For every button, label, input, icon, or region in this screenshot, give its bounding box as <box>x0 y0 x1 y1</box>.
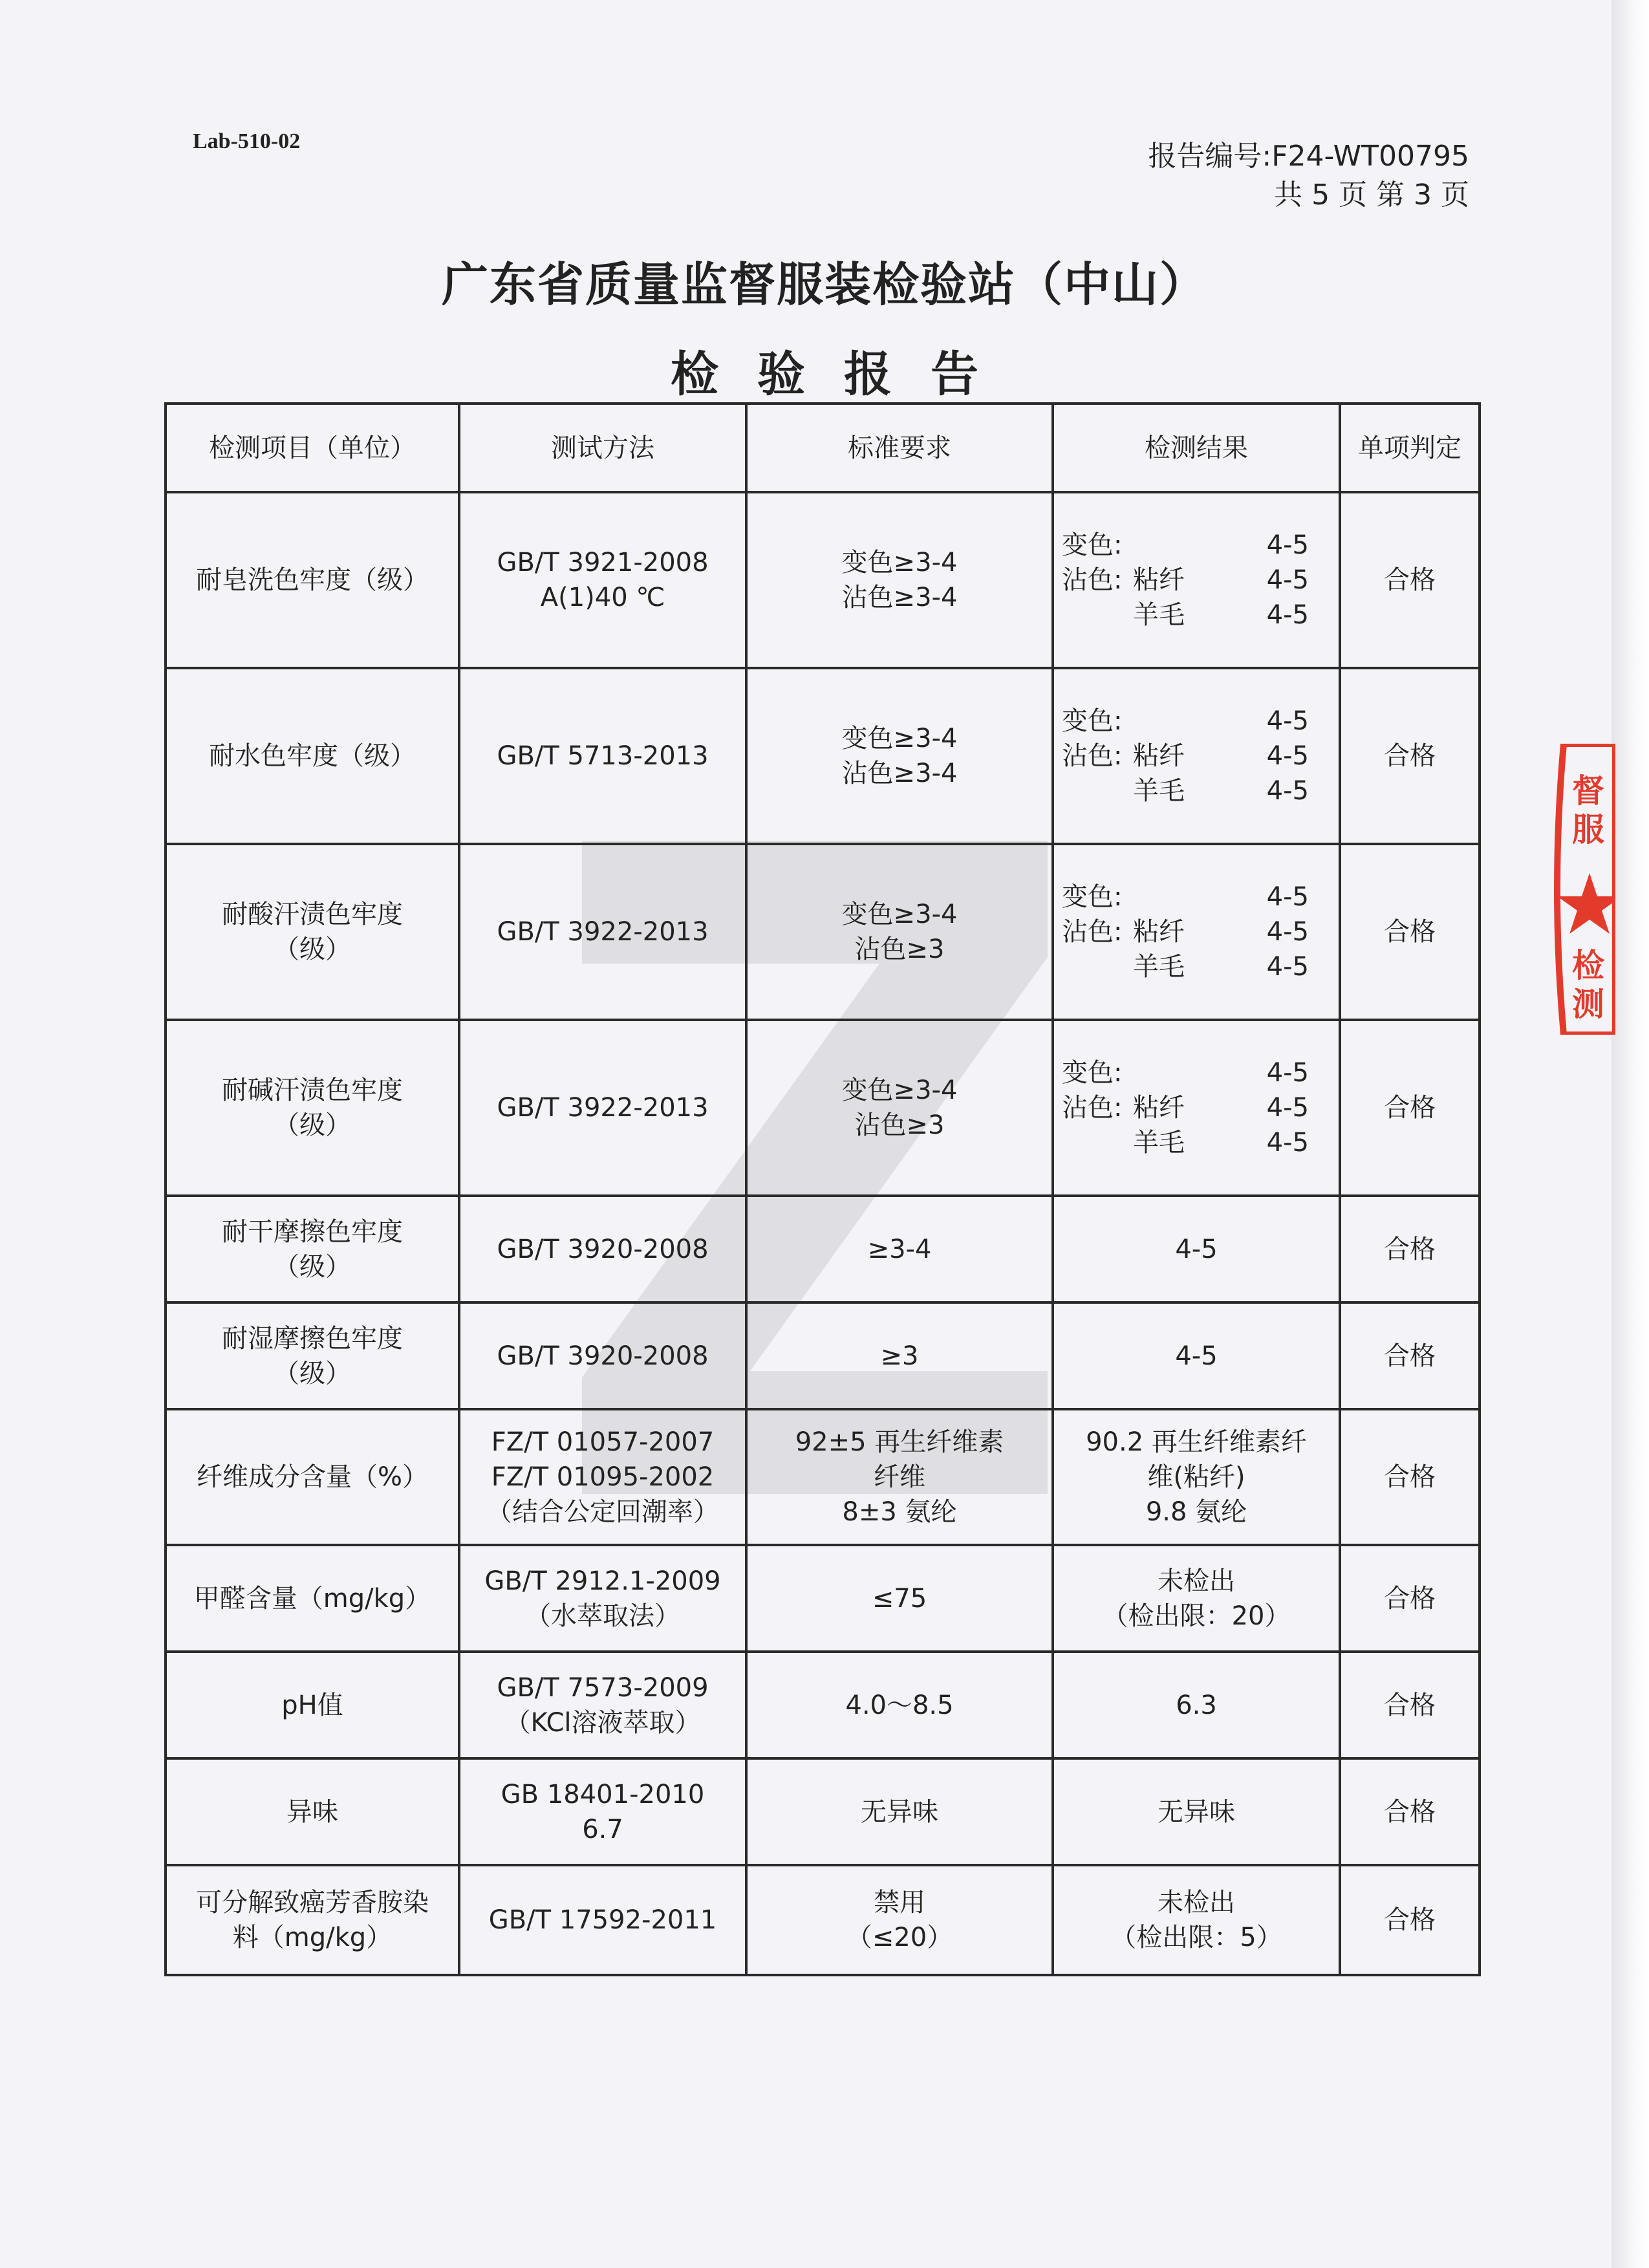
cell-method <box>459 1302 746 1409</box>
organization-title: 广东省质量监督服装检验站（中山） <box>441 257 1207 312</box>
item-line: 耐水色牢度（级） <box>209 741 416 771</box>
item-line: 耐皂洗色牢度（级） <box>196 565 429 595</box>
requirement-line: 变色≥3-4 <box>841 900 958 929</box>
cell-method <box>459 1758 746 1865</box>
requirement-line: 4.0～8.5 <box>845 1690 954 1720</box>
result-label <box>1062 1125 1133 1160</box>
cell-result <box>1053 1196 1340 1302</box>
item-line: 料（mg/kg） <box>232 1923 393 1952</box>
cell-result <box>1053 844 1340 1020</box>
result-line: （检出限：5） <box>1110 1923 1282 1952</box>
result-grade: 4-5 <box>1266 741 1309 771</box>
method-line: GB/T 2912.1-2009 <box>484 1566 721 1596</box>
cell-item <box>166 1302 459 1409</box>
result-label: 变色: <box>1062 882 1123 912</box>
result-label: 变色: <box>1062 530 1123 560</box>
col-header-result: 检测结果 <box>1053 404 1340 492</box>
cell-item <box>166 668 459 844</box>
cell-item <box>166 1020 459 1196</box>
table-row <box>166 668 1480 844</box>
cell-verdict: 合格 <box>1340 1758 1480 1865</box>
col-header-verdict: 单项判定 <box>1340 404 1480 492</box>
page-indicator: 共 5 页 第 3 页 <box>1274 178 1469 211</box>
cell-method <box>459 844 746 1020</box>
cell-item <box>166 1865 459 1975</box>
method-line: 6.7 <box>582 1814 623 1844</box>
cell-method <box>459 1409 746 1545</box>
inspection-seal <box>1551 744 1615 1035</box>
table-row <box>166 1545 1480 1652</box>
cell-method <box>459 1545 746 1652</box>
cell-requirement <box>746 1758 1053 1865</box>
result-line: 维(粘纤) <box>1147 1462 1245 1492</box>
requirement-line: 沾色≥3-4 <box>841 583 958 612</box>
method-line: GB/T 3922-2013 <box>497 1093 709 1123</box>
result-grade: 4-5 <box>1266 1058 1309 1088</box>
method-line: FZ/T 01095-2002 <box>491 1462 715 1492</box>
cell-result <box>1053 668 1340 844</box>
result-line: 4-5 <box>1175 1341 1218 1371</box>
cell-verdict: 合格 <box>1340 492 1480 668</box>
item-line: 可分解致癌芳香胺染 <box>196 1888 429 1917</box>
cell-requirement <box>746 1652 1053 1758</box>
cell-result <box>1053 1758 1340 1865</box>
col-header-method: 测试方法 <box>459 404 746 492</box>
result-grade: 4-5 <box>1266 530 1309 560</box>
cell-result <box>1053 1020 1340 1196</box>
result-grade: 4-5 <box>1266 776 1309 806</box>
result-fabric <box>1133 704 1223 739</box>
cell-requirement <box>746 668 1053 844</box>
method-line: GB/T 17592-2011 <box>488 1905 717 1935</box>
cell-result <box>1053 1545 1340 1652</box>
result-grade: 4-5 <box>1266 706 1309 736</box>
result-line: 6.3 <box>1176 1690 1217 1720</box>
result-line: 无异味 <box>1158 1797 1235 1827</box>
result-label: 沾色: <box>1062 917 1123 947</box>
requirement-line: 8±3 氨纶 <box>842 1497 957 1527</box>
document-title: 检验报告 <box>671 347 1017 402</box>
result-grade: 4-5 <box>1266 952 1309 982</box>
result-fabric <box>1133 880 1223 914</box>
item-line: pH值 <box>281 1690 343 1720</box>
result-fabric: 粘纤 <box>1133 917 1185 947</box>
table-row <box>166 1302 1480 1409</box>
method-line: GB/T 3922-2013 <box>497 917 709 947</box>
header-row <box>166 404 1480 492</box>
method-line: GB/T 3920-2008 <box>497 1341 709 1371</box>
report-number: 报告编号:F24-WT00795 <box>1148 140 1469 173</box>
cell-item <box>166 1545 459 1652</box>
cell-verdict: 合格 <box>1340 1196 1480 1302</box>
result-grid <box>1062 1055 1335 1160</box>
cell-verdict: 合格 <box>1340 668 1480 844</box>
result-fabric <box>1133 528 1223 563</box>
result-fabric: 粘纤 <box>1133 741 1185 771</box>
cell-item <box>166 844 459 1020</box>
cell-item <box>166 1409 459 1545</box>
result-fabric <box>1133 1055 1223 1090</box>
cell-method <box>459 1196 746 1302</box>
cell-requirement <box>746 1302 1053 1409</box>
cell-item <box>166 1652 459 1758</box>
result-fabric: 粘纤 <box>1133 565 1185 595</box>
table-row <box>166 1409 1480 1545</box>
requirement-line: （≤20） <box>846 1923 953 1952</box>
svg-text:检: 检 <box>1572 947 1604 984</box>
result-label <box>1062 949 1133 984</box>
item-line: （级） <box>274 1110 351 1140</box>
cell-requirement <box>746 1020 1053 1196</box>
cell-requirement <box>746 1409 1053 1545</box>
result-grid <box>1062 528 1335 632</box>
svg-text:督: 督 <box>1572 772 1604 810</box>
method-line: FZ/T 01057-2007 <box>491 1427 715 1457</box>
col-header-requirement: 标准要求 <box>746 404 1053 492</box>
result-fabric: 羊毛 <box>1133 1128 1185 1158</box>
svg-text:服: 服 <box>1572 811 1604 848</box>
table-row <box>166 492 1480 668</box>
result-line: 9.8 氨纶 <box>1145 1497 1247 1527</box>
result-fabric: 羊毛 <box>1133 776 1185 806</box>
cell-result <box>1053 1302 1340 1409</box>
result-grade: 4-5 <box>1266 1093 1309 1123</box>
form-code: Lab-510-02 <box>193 129 301 153</box>
result-line: 4-5 <box>1175 1234 1218 1264</box>
result-fabric: 粘纤 <box>1133 1093 1185 1123</box>
cell-verdict: 合格 <box>1340 1020 1480 1196</box>
cell-method <box>459 492 746 668</box>
item-line: 异味 <box>286 1797 338 1827</box>
result-grade: 4-5 <box>1266 565 1309 595</box>
item-line: （级） <box>274 1251 351 1282</box>
cell-requirement <box>746 492 1053 668</box>
result-grid <box>1062 704 1335 808</box>
cell-method <box>459 668 746 844</box>
cell-method <box>459 1652 746 1758</box>
requirement-line: 变色≥3-4 <box>841 724 958 753</box>
requirement-line: 无异味 <box>861 1797 938 1827</box>
result-label <box>1062 773 1133 808</box>
col-header-item: 检测项目（单位） <box>166 404 459 492</box>
result-fabric: 羊毛 <box>1133 600 1185 630</box>
requirement-line: 沾色≥3-4 <box>841 759 958 788</box>
requirement-line: 92±5 再生纤维素 <box>795 1427 1004 1457</box>
item-line: 耐酸汗渍色牢度 <box>222 900 403 929</box>
cell-requirement <box>746 844 1053 1020</box>
item-line: 纤维成分含量（%） <box>196 1462 428 1492</box>
table-row <box>166 1196 1480 1302</box>
result-line: 未检出 <box>1158 1566 1235 1596</box>
method-line: GB/T 3920-2008 <box>497 1234 709 1264</box>
cell-item <box>166 1196 459 1302</box>
item-line: 耐干摩擦色牢度 <box>222 1216 403 1247</box>
method-line: （结合公定回潮率） <box>486 1497 719 1527</box>
cell-verdict: 合格 <box>1340 1545 1480 1652</box>
result-label <box>1062 598 1133 632</box>
cell-method <box>459 1020 746 1196</box>
cell-verdict: 合格 <box>1340 1302 1480 1409</box>
cell-result <box>1053 1865 1340 1975</box>
item-line: 耐湿摩擦色牢度 <box>222 1323 403 1354</box>
method-line: A(1)40 ℃ <box>540 583 665 612</box>
result-grade: 4-5 <box>1266 917 1309 947</box>
result-line: 未检出 <box>1158 1888 1235 1917</box>
table-row <box>166 1758 1480 1865</box>
requirement-line: 沾色≥3 <box>854 934 945 964</box>
result-label: 变色: <box>1062 706 1123 736</box>
method-line: GB/T 7573-2009 <box>497 1672 709 1703</box>
result-grade: 4-5 <box>1266 882 1309 912</box>
table-row <box>166 1652 1480 1758</box>
cell-requirement <box>746 1196 1053 1302</box>
svg-text:测: 测 <box>1572 986 1604 1023</box>
requirement-line: ≥3-4 <box>867 1234 932 1264</box>
cell-verdict: 合格 <box>1340 1652 1480 1758</box>
cell-result <box>1053 1652 1340 1758</box>
result-grade: 4-5 <box>1266 1128 1309 1158</box>
cell-result <box>1053 1409 1340 1545</box>
table-row <box>166 1865 1480 1975</box>
requirement-line: 变色≥3-4 <box>841 1075 958 1105</box>
item-line: （级） <box>274 934 351 964</box>
result-label: 沾色: <box>1062 741 1123 771</box>
cell-method <box>459 1865 746 1975</box>
cell-requirement <box>746 1545 1053 1652</box>
method-line: GB/T 3921-2008 <box>497 548 709 578</box>
result-line: （检出限：20） <box>1102 1601 1291 1631</box>
cell-verdict: 合格 <box>1340 844 1480 1020</box>
table-row <box>166 844 1480 1020</box>
cell-item <box>166 1758 459 1865</box>
result-fabric: 羊毛 <box>1133 952 1185 982</box>
requirement-line: ≤75 <box>872 1583 927 1614</box>
result-label: 沾色: <box>1062 565 1123 595</box>
table-row <box>166 1020 1480 1196</box>
cell-verdict: 合格 <box>1340 1409 1480 1545</box>
cell-verdict: 合格 <box>1340 1865 1480 1975</box>
cell-result <box>1053 492 1340 668</box>
method-line: GB 18401-2010 <box>501 1779 705 1809</box>
method-line: （KCl溶液萃取） <box>504 1707 701 1738</box>
item-line: 甲醛含量（mg/kg） <box>193 1583 431 1614</box>
cell-item <box>166 492 459 668</box>
method-line: GB/T 5713-2013 <box>497 741 709 771</box>
result-label: 沾色: <box>1062 1093 1123 1123</box>
cell-requirement <box>746 1865 1053 1975</box>
method-line: （水萃取法） <box>525 1601 680 1631</box>
requirement-line: ≥3 <box>880 1341 919 1371</box>
requirement-line: 纤维 <box>874 1462 925 1492</box>
result-line: 90.2 再生纤维素纤 <box>1086 1427 1307 1457</box>
requirement-line: 禁用 <box>874 1888 925 1917</box>
inspection-table <box>164 402 1481 1976</box>
item-line: （级） <box>274 1358 351 1388</box>
result-label: 变色: <box>1062 1058 1123 1088</box>
result-grade: 4-5 <box>1266 600 1309 630</box>
requirement-line: 沾色≥3 <box>854 1110 945 1140</box>
item-line: 耐碱汗渍色牢度 <box>222 1075 403 1105</box>
result-grid <box>1062 880 1335 984</box>
requirement-line: 变色≥3-4 <box>841 548 958 578</box>
